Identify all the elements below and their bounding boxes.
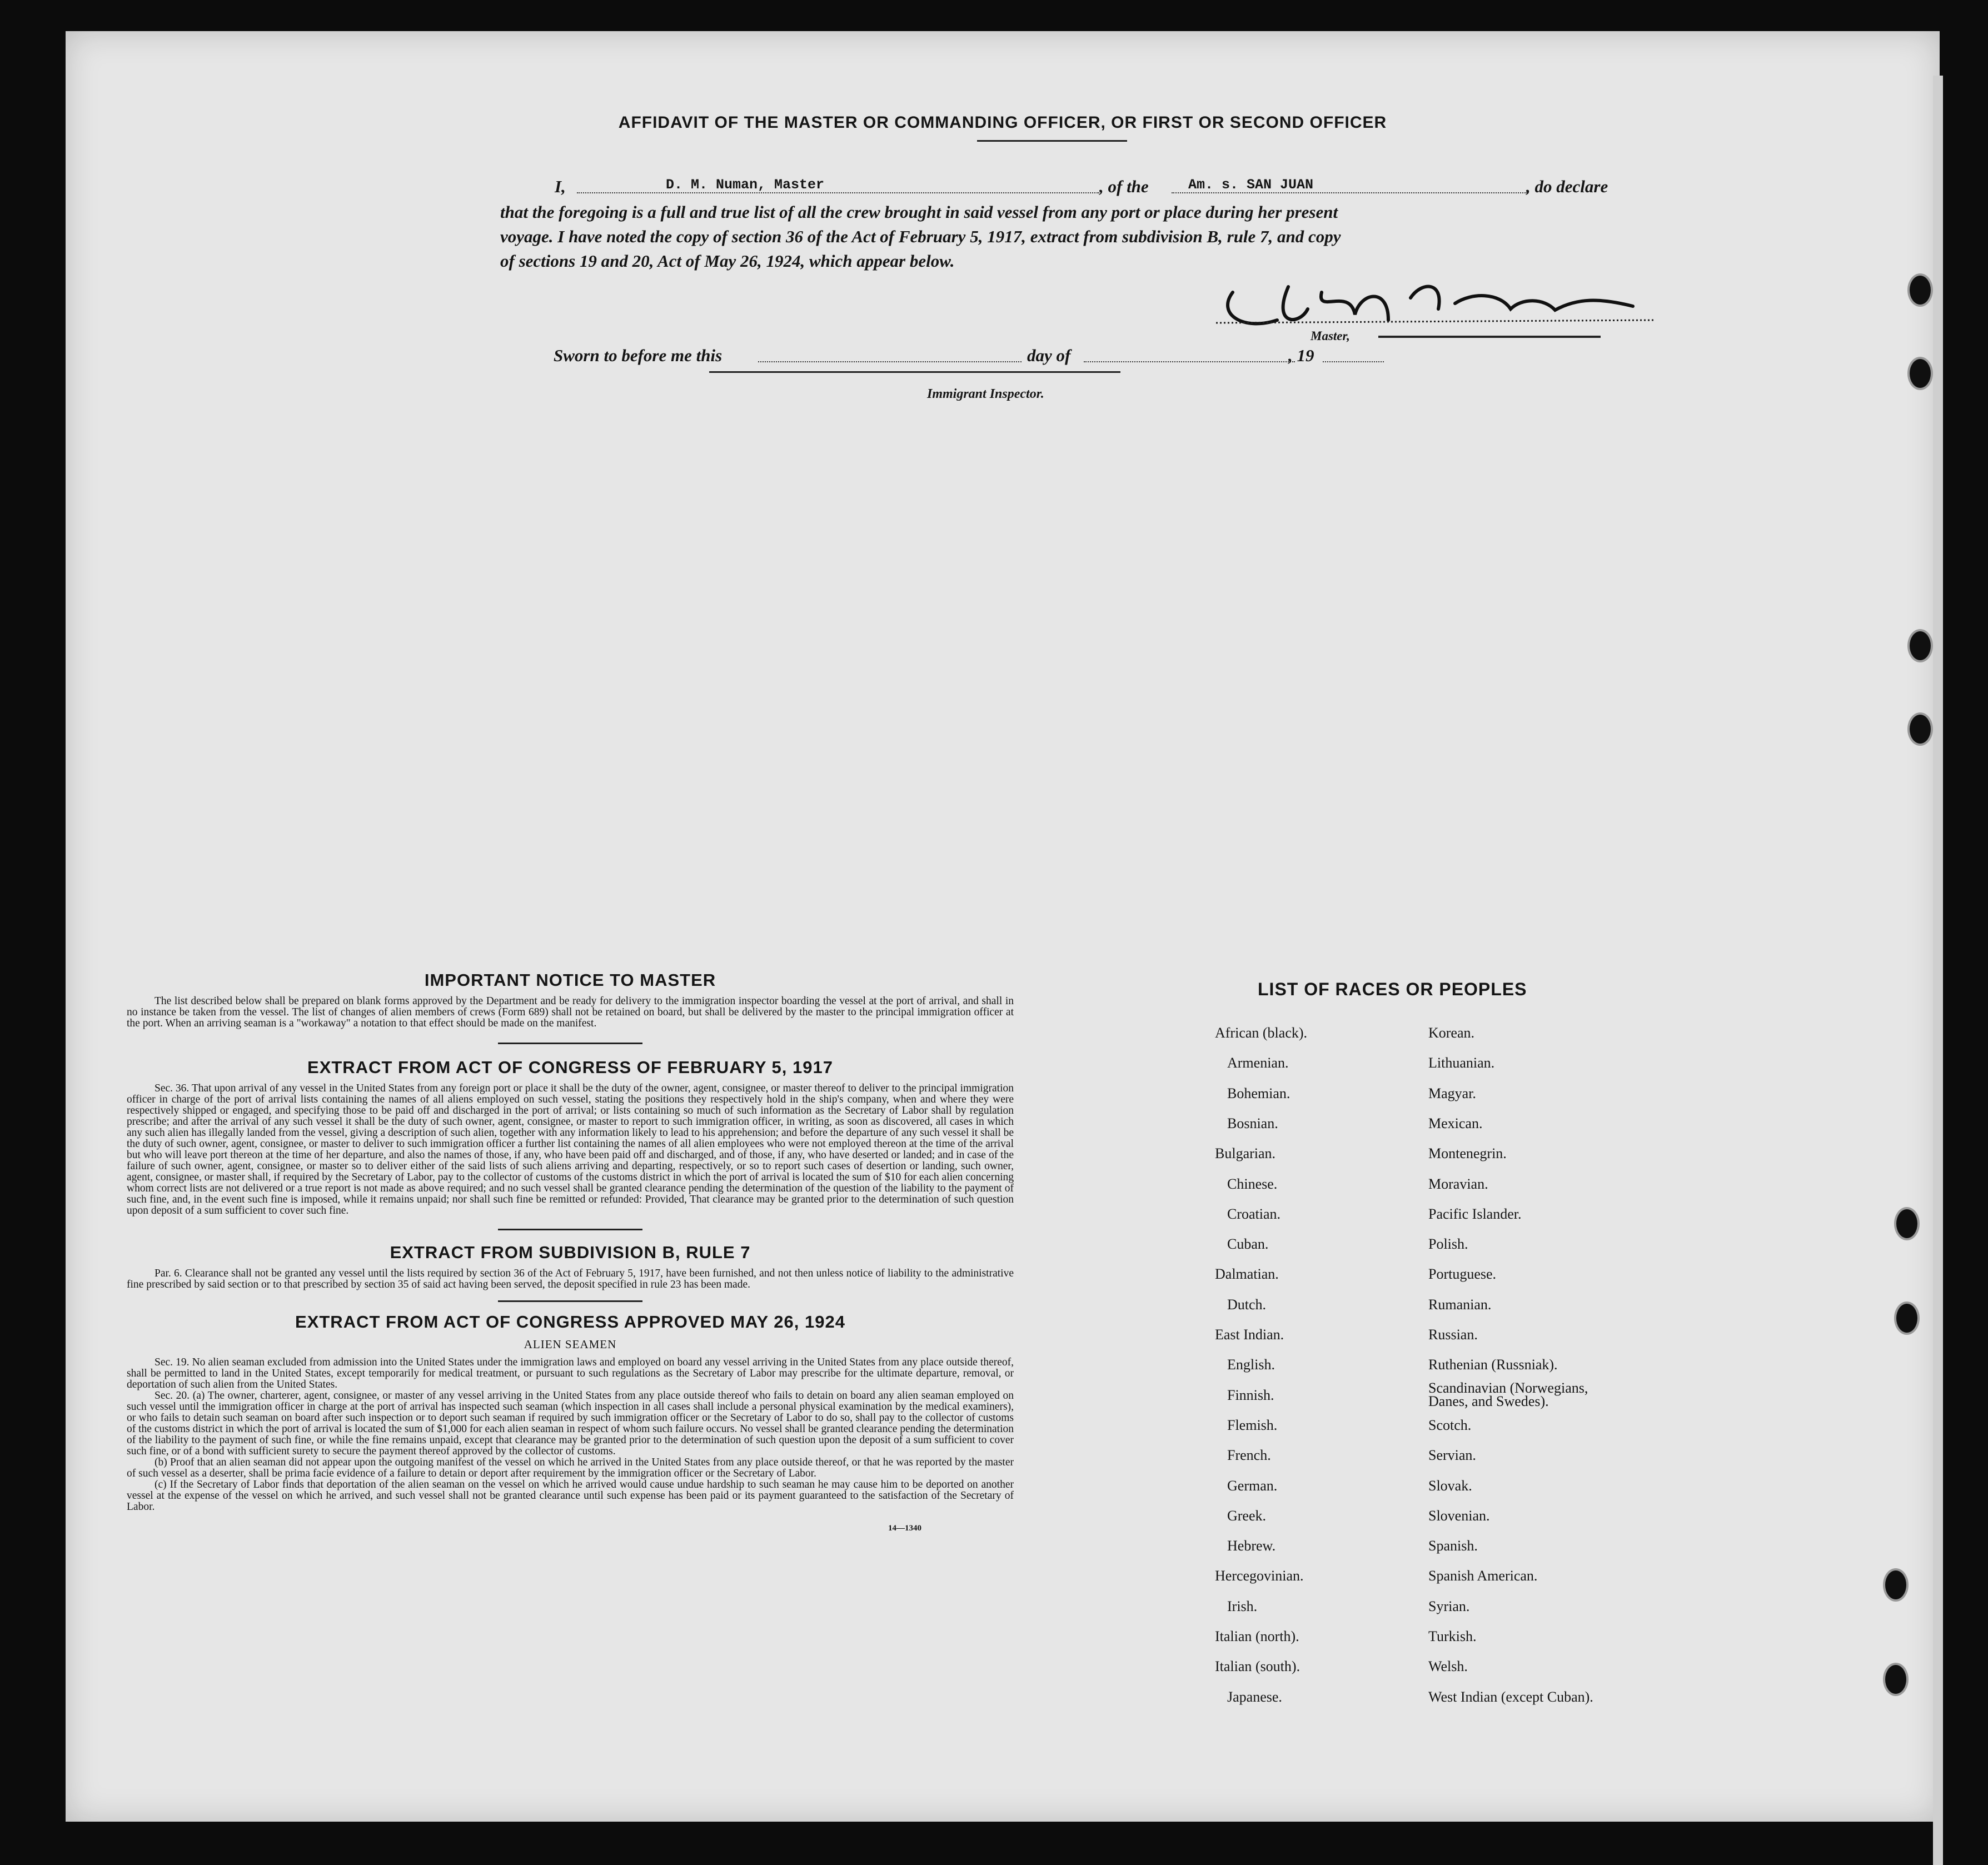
notice-section — [127, 970, 1014, 1533]
race-item: Rumanian. — [1428, 1296, 1492, 1313]
race-item: Scandinavian (Norwegians, Danes, and Swedes). — [1428, 1379, 1588, 1409]
race-item: Turkish. — [1428, 1628, 1477, 1644]
sworn-month-blank — [1084, 361, 1295, 362]
name-blank — [577, 192, 1099, 193]
sworn-year-blank — [1323, 361, 1384, 362]
race-item: French. — [1227, 1447, 1271, 1464]
name-filled: D. M. Numan, Master — [666, 177, 825, 193]
notice-title: IMPORTANT NOTICE TO MASTER — [424, 970, 716, 990]
signature-scribble — [1210, 276, 1683, 342]
extract-1917-body: Sec. 36. That upon arrival of any vessel in the United States from any foreign port or place it shall be the duty of the owner, agent, consignee, or master thereof to deliver to the principal immigration officer in charge of the port of arrival lists containing the names of all aliens employed on such vessel, stating the positions they respectively hold in the ship's company, when and where they were respectively shipped or engaged, and specifying those to be paid off and discharged in the port of arrival; or lists containing so much of such information as the Secretary of Labor shall by regulation prescribe; and after the arrival of any such vessel it shall be the duty of such owner, agent, consignee, or master to report to such immigration officer, in writing, as soon as discovered, all cases in which any such alien has illegally landed from the vessel, giving a description of such alien, together with any information likely to lead to his apprehension; and before the departure of any such vessel it shall be the duty of such owner, agent, consignee, or master to deliver to such immigration officer a further list containing the names of all alien employees who were not employed thereon at the time of the arrival but who will leave port thereon at the time of her departure, and also the names of those, if any, who have been paid off and discharged, and of those, if any, who have deserted or landed; and in case of the failure of such owner, agent, consignee, or master so to deliver either of the said lists of such aliens arriving and departing, respectively, or so to report such cases of desertion or landing, such owner, agent, consignee, or master shall, if required by the Secretary of Labor, pay to the collector of customs of the customs district in which the port of arrival is located the sum of $10 for each alien concerning whom correct lists are not delivered or a true report is not made as above required; and no such vessel shall be granted clearance pending the determination of the question of the liability to the payment of such fine, and, in the event such fine is imposed, while it remains unpaid; nor shall such fine be remitted or refunded: Provided, That clearance may be granted prior to the determination of such question upon deposit of a sum sufficient to cover such fine. — [127, 1083, 1014, 1216]
notice-body: The list described below shall be prepared on blank forms approved by the Department and be ready for delivery to the immigration inspector boarding the vessel at the port of arrival, and shall in no instance be taken from the vessel. The list of changes of alien members of crews (Form 689) shall not be retained on board, but shall be delivered by the master to the principal immigration officer at the port. When an arriving seaman is a "workaway" a notation to that effect should be made on the manifest. — [127, 995, 1014, 1029]
sec-20c-body: (c) If the Secretary of Labor finds that deportation of the alien seaman on the vessel on which he arrived would cause undue hardship to such seaman he may cause him to be deported on another vessel at the expense of the vessel on which he arrived, and such vessel shall not be granted clearance until such expense has been paid or its payment guaranteed to the satisfaction of the Secretary of Labor. — [127, 1479, 1014, 1513]
race-item: Croatian. — [1227, 1205, 1281, 1222]
race-item: Italian (north). — [1215, 1628, 1299, 1644]
race-item: Bulgarian. — [1215, 1145, 1276, 1162]
race-item: Spanish American. — [1428, 1568, 1538, 1584]
extract-1924-subtitle: ALIEN SEAMEN — [524, 1338, 617, 1351]
sworn-day-of: day of — [1027, 346, 1071, 365]
subdivision-b-title: EXTRACT FROM SUBDIVISION B, RULE 7 — [390, 1243, 751, 1262]
signer-role: Master, — [1311, 329, 1350, 343]
binder-hole — [1907, 712, 1933, 746]
race-item: Finnish. — [1227, 1387, 1274, 1403]
race-item: Lithuanian. — [1428, 1055, 1495, 1071]
binder-hole — [1907, 629, 1933, 662]
subdivision-b-body: Par. 6. Clearance shall not be granted any vessel until the lists required by section 36 of the Act of February 5, 1917, have been furnished, and not then unless notice of liability to the administrative fine prescribed by said section or to that prescribed by section 35 of said act having been served, the deposit specified in rule 23 has been made. — [127, 1268, 1014, 1290]
race-item: Dutch. — [1227, 1296, 1267, 1313]
vessel-filled: Am. s. SAN JUAN — [1188, 177, 1314, 193]
sworn-label: Sworn to before me this — [554, 346, 723, 365]
document-sheet — [66, 31, 1940, 1822]
race-item: Slovenian. — [1428, 1507, 1490, 1524]
sec-19-body: Sec. 19. No alien seaman excluded from admission into the United States under the immigration laws and employed on board any vessel arriving in the United States from any place outside thereof, shall be permitted to land in the United States, except temporarily for medical treatment, or pursuant to such regulations as the Secretary of Labor may prescribe for the ultimate departure, removal, or deportation of such alien from the United States. — [127, 1357, 1014, 1390]
race-item: Greek. — [1227, 1507, 1267, 1524]
section-rule — [498, 1043, 642, 1044]
race-item: African (black). — [1215, 1025, 1308, 1041]
race-item: Slovak. — [1428, 1477, 1472, 1494]
form-number: 14—1340 — [888, 1524, 921, 1533]
binder-hole — [1907, 357, 1933, 390]
binder-hole — [1894, 1207, 1920, 1240]
race-item: Chinese. — [1227, 1175, 1278, 1192]
signature — [1210, 276, 1683, 342]
binder-hole — [1883, 1568, 1909, 1602]
extract-1917-title: EXTRACT FROM ACT OF CONGRESS OF FEBRUARY 5, 1917 — [307, 1058, 833, 1077]
race-item: Bohemian. — [1227, 1085, 1291, 1101]
race-item: Scotch. — [1428, 1417, 1472, 1433]
sworn-year: , 19 — [1288, 346, 1314, 365]
affidavit-do-declare: , do declare — [1526, 177, 1608, 196]
section-rule — [498, 1300, 642, 1302]
race-item: Polish. — [1428, 1236, 1468, 1253]
race-item: Russian. — [1428, 1327, 1478, 1343]
race-item: Servian. — [1428, 1447, 1476, 1464]
binder-hole — [1907, 273, 1933, 307]
sec-20a-body: Sec. 20. (a) The owner, charterer, agent, consignee, or master of any vessel arriving in the United States from any place outside thereof who fails to detain on board any alien seaman employed on such vessel until the immigration officer in charge at the port of arrival has inspected such seaman (which inspection in all cases shall include a personal physical examination by the medical examiners), or who fails to detain such seaman on board after such inspection or to deport such seaman if required by such immigration officer or the Secretary of Labor to do so, shall pay to the collector of customs of the customs district in which the port of arrival is located the sum of $1,000 for each alien seaman in respect of whom such failure occurs. No vessel shall be granted clearance pending the determination of the liability to the payment of such fine, or while the fine remains unpaid, except that clearance may be granted prior to the determination of such question upon the deposit of a sum sufficient to cover such fine, or of a bond with sufficient surety to secure the payment thereof approved by the collector of customs. — [127, 1390, 1014, 1457]
affidavit-i: I, — [555, 177, 566, 196]
race-item: Bosnian. — [1227, 1115, 1278, 1131]
race-item: Japanese. — [1227, 1688, 1282, 1705]
affidavit-line-3: of sections 19 and 20, Act of May 26, 1924, which appear below. — [500, 251, 955, 271]
race-item: Mexican. — [1428, 1115, 1483, 1131]
race-item: West Indian (except Cuban). — [1428, 1688, 1593, 1705]
race-item: Spanish. — [1428, 1538, 1478, 1554]
affidavit-of-the: , of the — [1099, 177, 1149, 196]
inspector-signature-line — [709, 371, 1120, 373]
affidavit-line-2: voyage. I have noted the copy of section 36 of the Act of February 5, 1917, extract from subdivision B, rule 7, and copy — [500, 227, 1341, 246]
race-item: Montenegrin. — [1428, 1145, 1507, 1162]
binder-hole — [1883, 1663, 1909, 1696]
page-edge — [1933, 76, 1943, 1865]
race-item: Ruthenian (Russniak). — [1428, 1357, 1558, 1373]
race-item: Pacific Islander. — [1428, 1205, 1522, 1222]
race-item: Moravian. — [1428, 1175, 1488, 1192]
sworn-day-blank — [758, 361, 1022, 362]
strikeout-title — [1378, 336, 1601, 338]
affidavit-title: AFFIDAVIT OF THE MASTER OR COMMANDING OFFICER, OR FIRST OR SECOND OFFICER — [618, 113, 1387, 132]
race-item: East Indian. — [1215, 1327, 1284, 1343]
inspector-label: Immigrant Inspector. — [927, 387, 1044, 401]
race-item: Korean. — [1428, 1025, 1475, 1041]
race-item: Magyar. — [1428, 1085, 1476, 1101]
title-rule — [977, 140, 1127, 142]
binder-hole — [1894, 1301, 1920, 1335]
races-title: LIST OF RACES OR PEOPLES — [1258, 979, 1527, 999]
extract-1924-title: EXTRACT FROM ACT OF CONGRESS APPROVED MAY 26, 1924 — [295, 1312, 845, 1332]
race-item: Welsh. — [1428, 1658, 1468, 1675]
race-item: Armenian. — [1227, 1055, 1289, 1071]
sec-20b-body: (b) Proof that an alien seaman did not appear upon the outgoing manifest of the vessel on which he arrived in the United States from any place outside thereof, or that he was reported by the master of such vessel as a deserter, shall be prima facie evidence of a failure to detain or deport after requirement by the immigration officer or the Secretary of Labor. — [127, 1457, 1014, 1479]
affidavit-line-1: that the foregoing is a full and true list of all the crew brought in said vessel from any port or place during her present — [500, 202, 1338, 222]
race-item: Dalmatian. — [1215, 1266, 1279, 1283]
race-item: Hebrew. — [1227, 1538, 1276, 1554]
race-item: Flemish. — [1227, 1417, 1278, 1433]
race-item: Hercegovinian. — [1215, 1568, 1304, 1584]
race-item: English. — [1227, 1357, 1275, 1373]
race-item: German. — [1227, 1477, 1278, 1494]
section-rule — [498, 1229, 642, 1230]
race-item: Cuban. — [1227, 1236, 1269, 1253]
race-item: Portuguese. — [1428, 1266, 1497, 1283]
race-item: Irish. — [1227, 1598, 1258, 1614]
race-item: Italian (south). — [1215, 1658, 1301, 1675]
race-item: Syrian. — [1428, 1598, 1470, 1614]
